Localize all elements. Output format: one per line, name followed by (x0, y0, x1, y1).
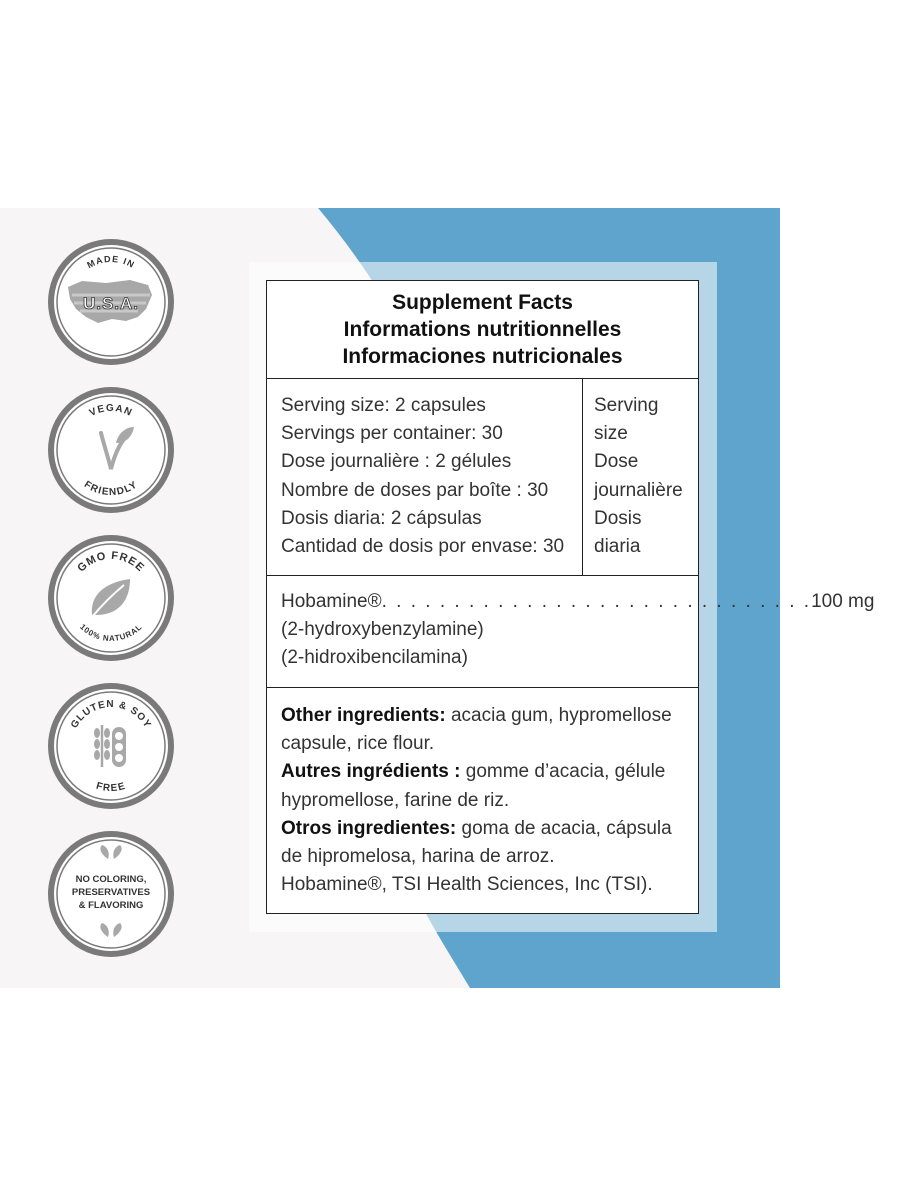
other-text-fr: gomme d’acacia, gélule hypromellose, farine de riz. (281, 761, 666, 811)
ingredient-dots: . . . . . . . . . . . . . . . . . . . . . . . . . . . . . . (381, 591, 812, 612)
serving-line: Nombre de doses par boîte : 30 (281, 479, 549, 501)
ingredient-row (281, 588, 875, 616)
ingredient-sub: (2-hydroxybenzylamine) (281, 619, 484, 640)
serving-line: Dosis diaria: 2 cápsulas (281, 507, 482, 529)
serving-section (267, 379, 698, 576)
badge-bottom-text: FREE (94, 780, 128, 795)
ingredient-name: Hobamine® (281, 591, 382, 612)
serving-info (267, 379, 583, 575)
serving-line: Serving size: 2 capsules (281, 395, 486, 416)
facts-header (267, 281, 698, 379)
vegan-friendly-badge (46, 385, 176, 515)
badge-bottom-text: FRIENDLY (81, 479, 141, 499)
serving-line: Dose journalière : 2 gélules (281, 451, 512, 473)
gmo-free-badge (46, 533, 176, 663)
serving-line: Cantidad de dosis por envase: 30 (281, 536, 565, 558)
facts-title-en: Supplement Facts (392, 291, 573, 314)
badge-line-2: PRESERVATIVES (71, 887, 151, 898)
ingredient-section (267, 576, 875, 688)
ingredient-sub: (2-hidroxibencilamina) (281, 647, 468, 668)
other-label-en: Other ingredients: (281, 705, 446, 726)
serving-header-line: Serving (594, 395, 659, 416)
badge-top-text: GMO FREE (75, 549, 147, 575)
other-text-en: acacia gum, hypromellose capsule, rice flour. (281, 705, 672, 755)
serving-header-line: Dosis (594, 507, 642, 529)
facts-title-fr: Informations nutritionnelles (343, 318, 622, 341)
made-in-usa-badge (46, 237, 176, 367)
serving-line: Servings per container: 30 (281, 423, 503, 445)
trademark-note: Hobamine®, TSI Health Sciences, Inc (TSI). (281, 874, 653, 896)
other-label-es: Otros ingredientes: (281, 817, 457, 839)
gluten-soy-free-badge (46, 681, 176, 811)
badge-line-3: & FLAVORING (78, 900, 144, 911)
other-ingredients-es (281, 815, 688, 871)
other-ingredients-fr (281, 758, 688, 814)
other-text-es: goma de acacia, cápsula de hipromelosa, harina de arroz. (281, 817, 672, 868)
badge-bottom-text: 100% NATURAL (78, 622, 144, 644)
serving-column-header (583, 379, 698, 575)
ingredient-amount: 100 mg (811, 591, 875, 612)
serving-header-line: Dose (594, 451, 639, 473)
badge-line-1: NO COLORING, (75, 874, 147, 885)
badge-top-text: VEGAN (87, 402, 135, 419)
serving-header-line: journalière (594, 479, 683, 501)
badge-main-text: U.S.A. (82, 294, 140, 313)
badge-top-text: GLUTEN & SOY (68, 698, 154, 731)
other-label-fr: Autres ingrédients : (281, 761, 461, 783)
serving-header-line: diaria (594, 536, 641, 558)
badge-top-text: MADE IN (85, 253, 137, 271)
facts-title-es: Informaciones nutricionales (342, 345, 623, 368)
other-ingredients (267, 688, 698, 899)
supplement-facts-table (266, 280, 875, 914)
no-coloring-badge (46, 829, 176, 959)
serving-header-line: size (594, 423, 628, 445)
other-ingredients-en (281, 702, 688, 758)
